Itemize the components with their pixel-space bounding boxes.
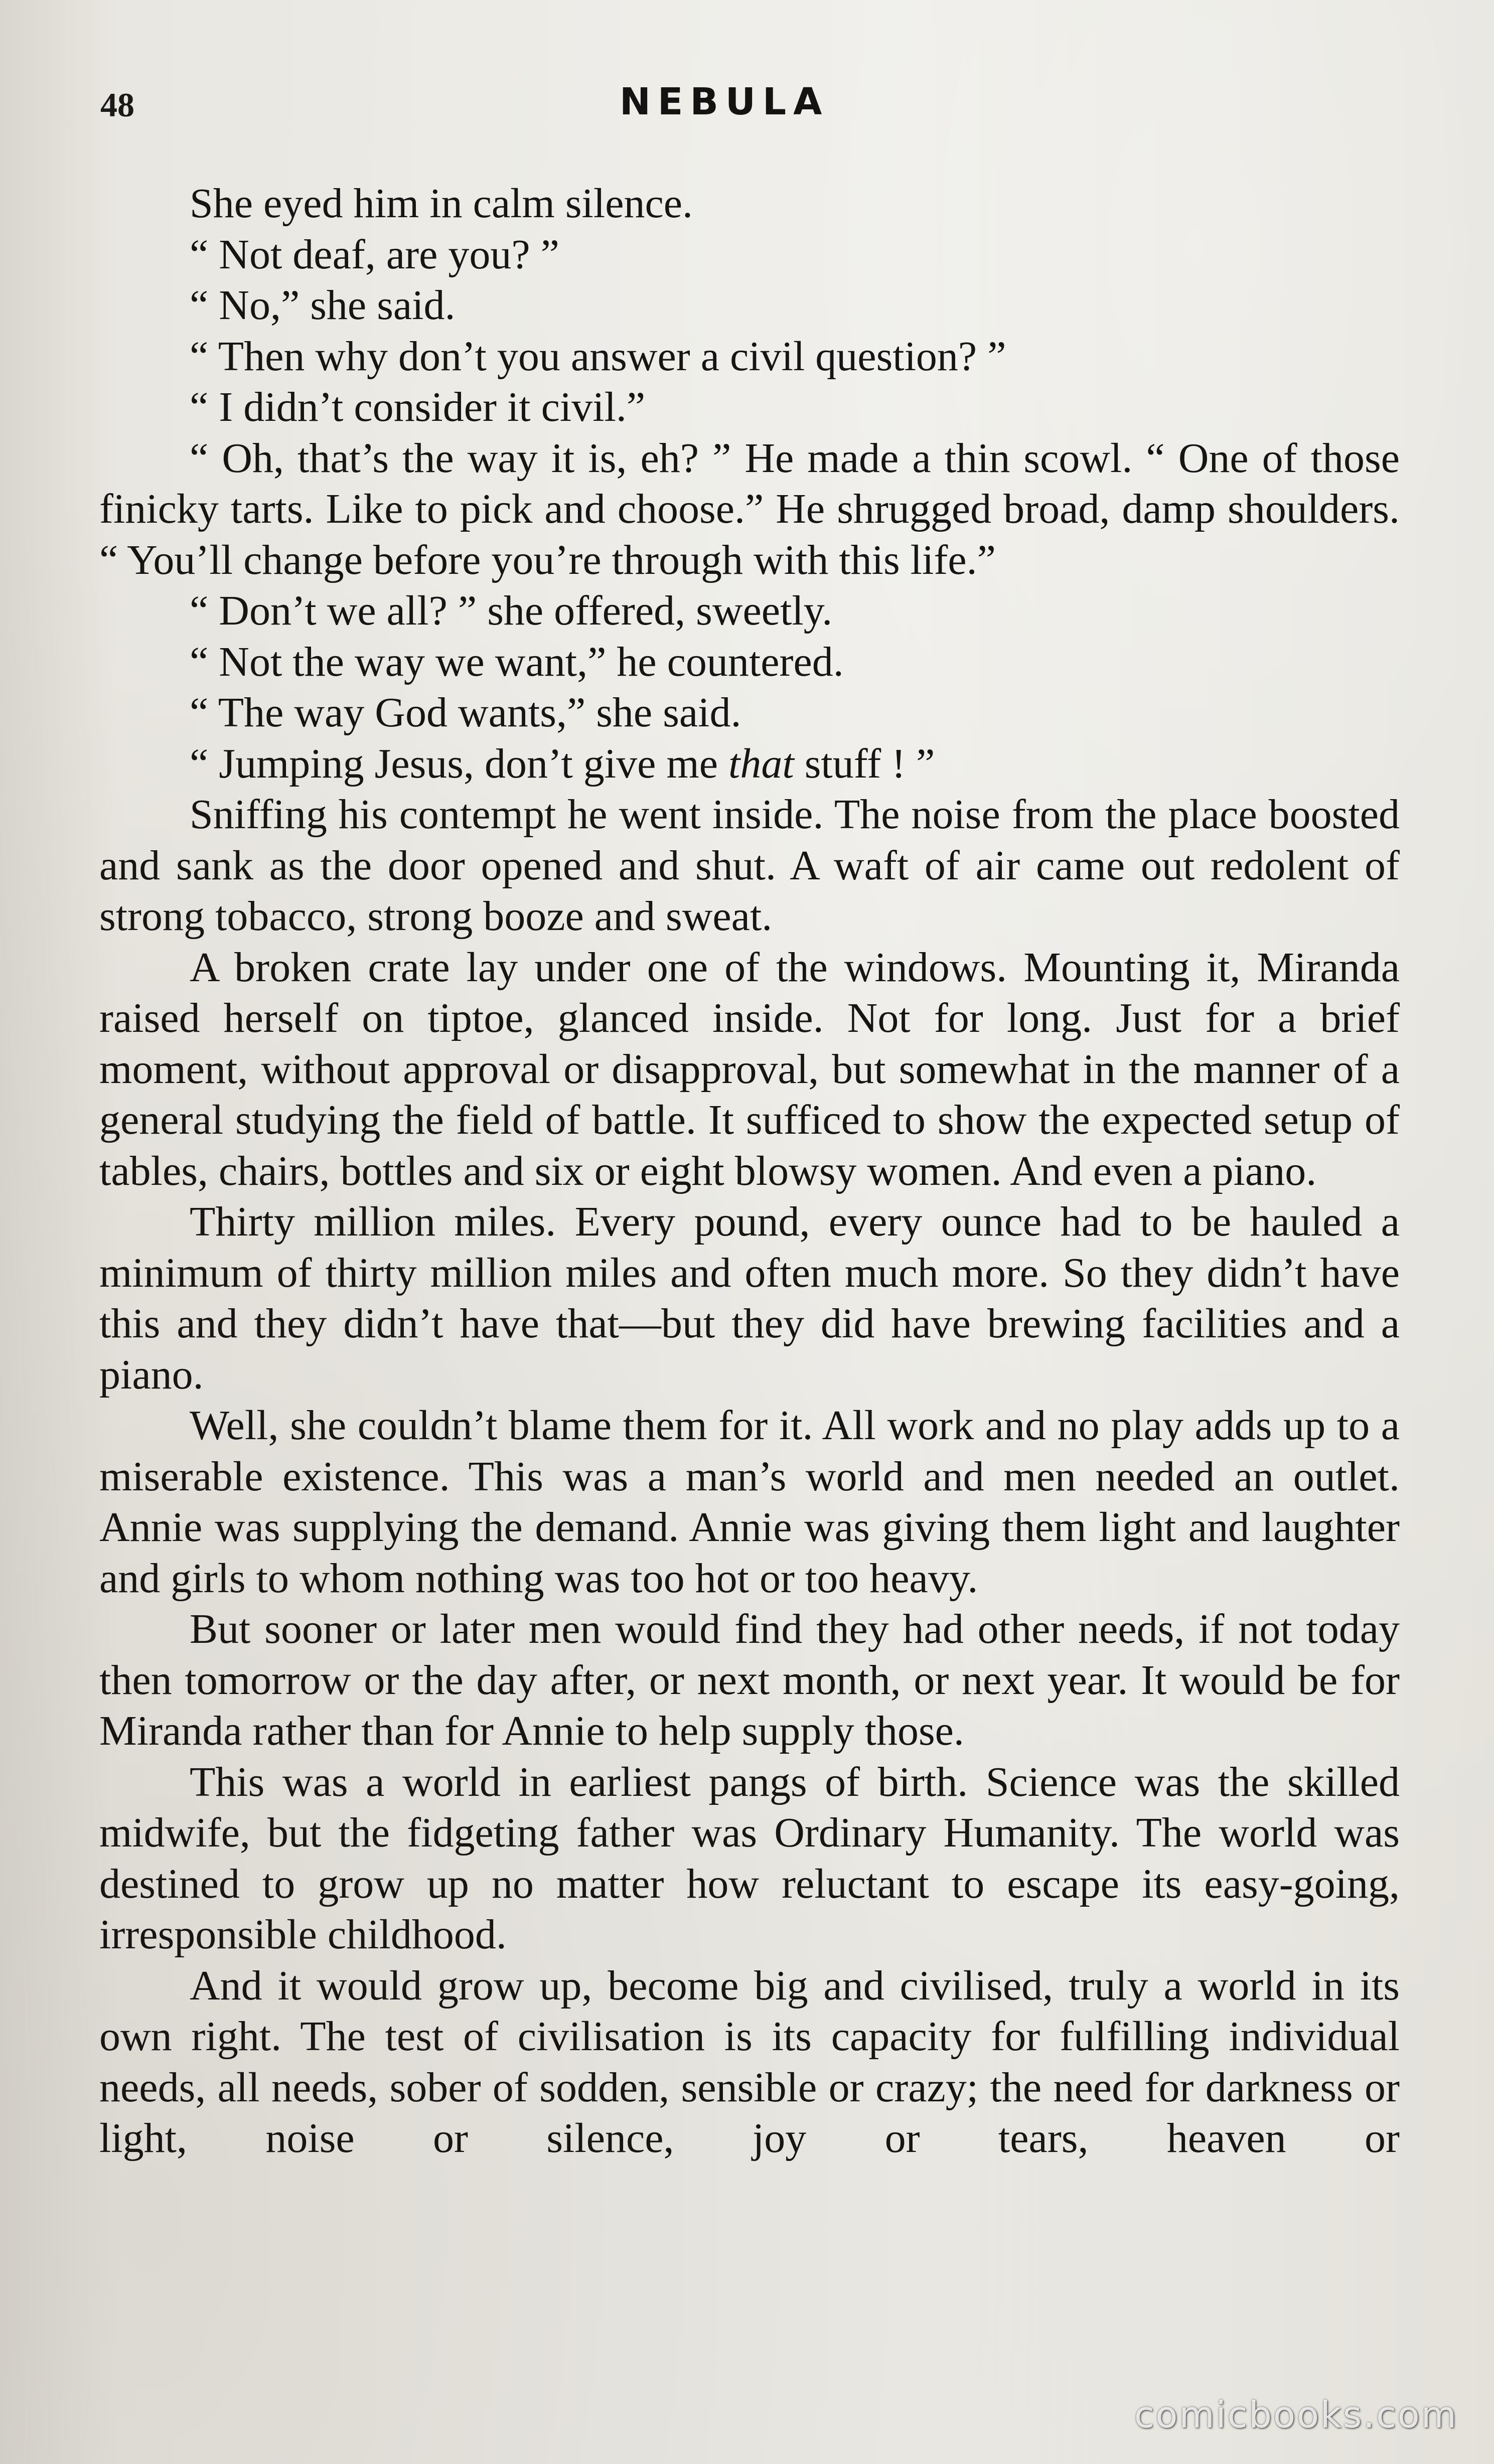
paragraph: Thirty million miles. Every pound, every ounce had to be hauled a minimum of thirty million miles and often much more. So they didn’t have this and they didn’t have that—but they did have brewing facilities and a piano.: [99, 1198, 1400, 1398]
paragraph-continued: And it would grow up, become big and civilised, truly a world in its own right. The test of civilisation is its capacity for fulfilling individual needs, all needs, sober of sodden, sensible or crazy; the need for darkness or light, noise or silence, joy or tears, heaven or: [99, 1962, 1400, 2162]
paragraph: “ Not the way we want,” he countered.: [190, 638, 844, 685]
paragraph: “ Not deaf, are you? ”: [190, 231, 559, 278]
paragraph: “ Don’t we all? ” she offered, sweetly.: [190, 587, 833, 634]
paragraph: “ Oh, that’s the way it is, eh? ” He made a thin scowl. “ One of those finicky tarts. Like to pick and choose.” He shrugged broad, damp shoulders. “ You’ll change before you’re through with this life.”: [99, 434, 1400, 583]
paragraph: “ No,” she said.: [190, 282, 456, 329]
paragraph-jumping-jesus: [99, 738, 1400, 790]
paragraph: “ The way God wants,” she said.: [190, 689, 741, 736]
site-watermark: comicbooks.com: [1134, 2394, 1458, 2436]
body-text: [99, 178, 1400, 2164]
paragraph: But sooner or later men would find they had other needs, if not today then tomorrow or the day after, or next month, or next year. It would be for Miranda rather than for Annie to help supply those.: [99, 1606, 1400, 1754]
paragraph: Well, she couldn’t blame them for it. All work and no play adds up to a miserable existence. This was a man’s world and men needed an outlet. Annie was supplying the demand. Annie was giving them light and laughter and girls to whom nothing was too hot or too heavy.: [99, 1402, 1400, 1602]
paragraph: A broken crate lay under one of the windows. Mounting it, Miranda raised herself on tiptoe, glanced inside. Not for long. Just for a brief moment, without approval or disapproval, but somewhat in the manner of a general studying the field of battle. It sufficed to show the expected setup of tables, chairs, bottles and six or eight blowsy women. And even a piano.: [99, 944, 1400, 1194]
paragraph: This was a world in earliest pangs of birth. Science was the skilled midwife, but the fidgeting father was Ordinary Humanity. The world was destined to grow up no matter how reluctant to escape its easy-going, irresponsible childhood.: [99, 1758, 1400, 1958]
dialogue-text: “ Jumping Jesus, don’t give me: [190, 740, 729, 787]
running-head: [100, 80, 1405, 130]
emphasized-word: that: [728, 740, 794, 787]
page-number: 48: [100, 86, 134, 124]
paragraph: She eyed him in calm silence.: [190, 180, 693, 227]
paragraph: Sniffing his contempt he went inside. The noise from the place boosted and sank as the door opened and shut. A waft of air came out redolent of strong tobacco, strong booze and sweat.: [99, 791, 1400, 940]
dialogue-text: stuff ! ”: [794, 740, 935, 787]
journal-title: NEBULA: [620, 80, 829, 123]
paragraph: “ Then why don’t you answer a civil question? ”: [190, 333, 1006, 380]
paragraph: “ I didn’t consider it civil.”: [190, 384, 646, 430]
